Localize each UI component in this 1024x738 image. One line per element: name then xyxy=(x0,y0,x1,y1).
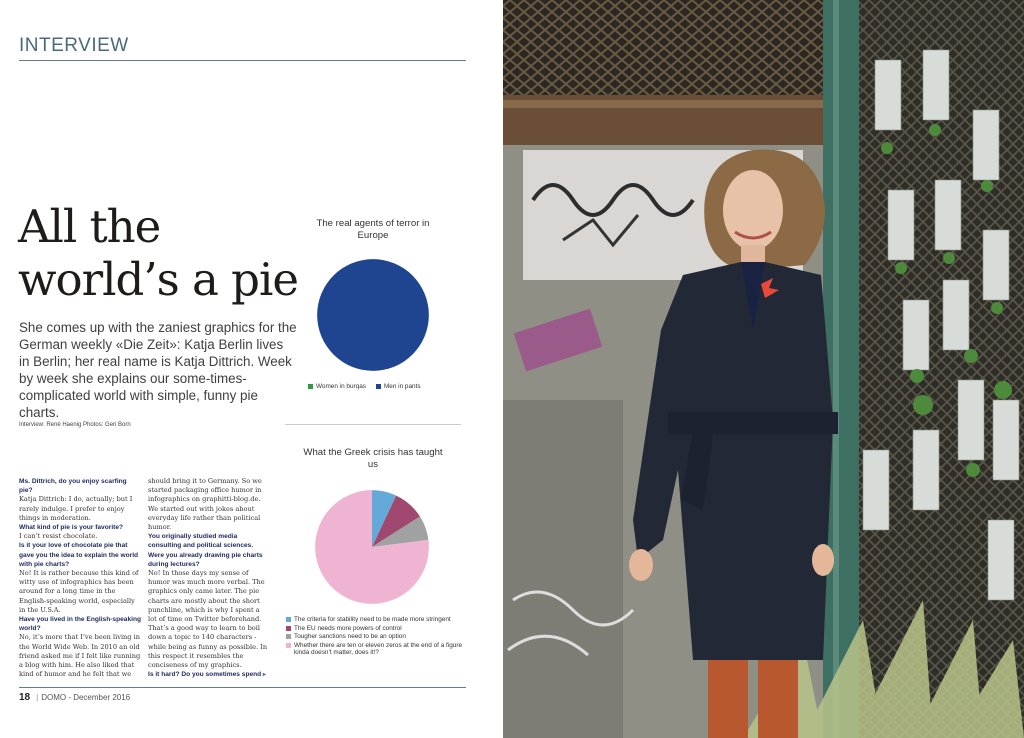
section-label: INTERVIEW xyxy=(19,35,129,56)
chart-1-title: The real agents of terror in Europe xyxy=(316,218,430,241)
legend-swatch xyxy=(286,634,291,639)
interview-answer: No, it’s more that I’ve been living in the World Wide Web. In 2010 an old friend asked me if I felt like running a blog with him. He also liked that kind of humor and he felt that we xyxy=(19,633,141,679)
credits: Interview: René Haenig Photos: Geri Born xyxy=(19,422,131,428)
interview-question: Is it your love of chocolate pie that gave you the idea to explain the world with pie charts? xyxy=(19,542,139,568)
legend-label: Men in pants xyxy=(383,383,421,390)
photo-illustration xyxy=(503,0,1024,738)
legend-label: Tougher sanctions need to be an option xyxy=(294,633,406,640)
legend-label: The criteria for stability need to be made more stringent xyxy=(294,616,451,623)
chart-2-legend-item xyxy=(286,616,466,624)
legend-label: Women in burqas xyxy=(316,383,366,390)
interview-answer: Katja Dittrich: I do, actually; but I rarely indulge. I prefer to enjoy things in moderation. xyxy=(19,495,133,522)
chart-2-pie xyxy=(314,489,430,605)
footer-separator: | xyxy=(36,693,39,702)
chart-1-legend-item xyxy=(308,383,366,390)
article-column-2 xyxy=(148,477,270,680)
legend-swatch xyxy=(308,384,313,389)
interview-answer: No! It is rather because this kind of witty use of infographics has been around for a long time in the English-speaking world, especially in the U.S.A. xyxy=(19,569,139,614)
interview-answer: No! In those days my sense of humor was much more verbal. The graphics only came later. The pie charts are mostly about the short punchline, which is why I spent a lot of time on Twitter beforehand. That’s a good way to learn to boil down a topic to 140 characters - while being as funny as possible. In this respect it resembles the conciseness of my graphics. xyxy=(148,569,268,670)
chart-divider xyxy=(285,424,461,425)
interview-question: You originally studied media consulting and political sciences. Were you already drawing pie charts during lectures? xyxy=(148,533,263,568)
chart-1-legend xyxy=(308,383,421,390)
publication-name: DOMO - December 2016 xyxy=(41,693,131,702)
intro-text: She comes up with the zaniest graphics for the German weekly «Die Zeit»: Katja Berlin lives in Berlin; her real name is Katja Dittrich. Week by week she explains our some-times-complicated world with simple, funny pie charts. xyxy=(19,320,297,420)
chart-1-pie xyxy=(316,258,430,372)
page-footer xyxy=(19,692,130,703)
interview-question: What kind of pie is your favorite? xyxy=(19,524,124,532)
interview-question: Have you lived in the English-speaking world? xyxy=(19,616,142,633)
chart-2-legend-item xyxy=(286,625,466,633)
page-number: 18 xyxy=(19,692,31,703)
interview-answer: should bring it to Germany. So we started packaging office humor in infographics on graphitti-blog.de. We started out with jokes about everyday life rather than political humor. xyxy=(148,477,262,532)
chart-1-legend-item xyxy=(376,383,421,390)
chart-2-legend-item xyxy=(286,642,466,657)
legend-label: The EU needs more powers of control xyxy=(294,624,402,632)
legend-swatch xyxy=(286,626,291,631)
magazine-page xyxy=(0,0,503,738)
interview-answer: I can’t resist chocolate. xyxy=(19,532,98,541)
continue-arrow-icon: ▸ xyxy=(261,672,266,679)
legend-swatch xyxy=(376,384,381,389)
chart-2-legend xyxy=(286,616,466,658)
top-rule xyxy=(19,60,466,61)
headline: All the world’s a pie xyxy=(18,200,298,306)
legend-swatch xyxy=(286,643,291,648)
interview-question: Ms. Dittrich, do you enjoy scarfing pie? xyxy=(19,478,127,495)
legend-label: Whether there are ten or eleven zeros at the end of a figure kinda doesn’t matter, does it!? xyxy=(294,641,463,656)
chart-2-legend-item xyxy=(286,633,466,641)
legend-swatch xyxy=(286,617,291,622)
chart-1-slice-2 xyxy=(317,259,429,371)
article-column-1 xyxy=(19,477,141,679)
portrait-photo xyxy=(503,0,1024,738)
interview-question: Is it hard? Do you sometimes spend ▸ xyxy=(148,671,266,679)
bottom-rule xyxy=(19,687,466,688)
chart-2-title: What the Greek crisis has taught us xyxy=(303,447,443,470)
